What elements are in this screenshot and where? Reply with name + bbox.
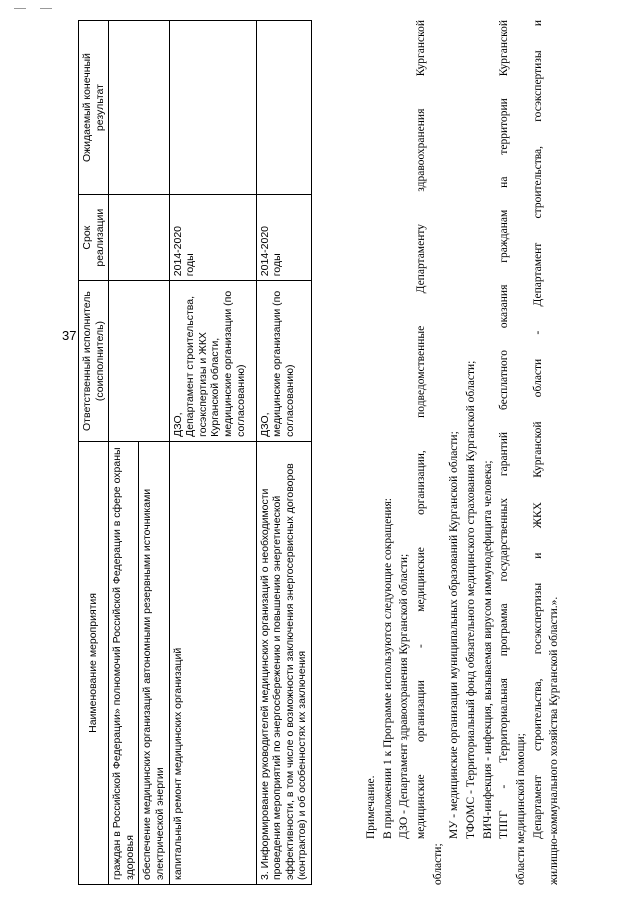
- note-dep-construction: Департамент строительства, госэкспертизы и ЖКХ Курганской области - Департамент строительства, госэкспертизы и: [531, 20, 544, 839]
- table-row: [169, 21, 256, 885]
- cell-term: 2014-2020 годы: [169, 195, 256, 281]
- scan-mark: [14, 8, 26, 9]
- rotated-content: [78, 20, 633, 885]
- cell-result: [169, 21, 256, 195]
- cell-executor: [109, 281, 169, 442]
- cell-result: [109, 21, 169, 195]
- measures-table: [78, 20, 312, 885]
- scan-mark: [40, 8, 52, 9]
- cell-term: [109, 195, 169, 281]
- header-term: Срок реализации: [79, 195, 109, 281]
- notes-intro: В приложении 1 к Программе используются следующие сокращения:: [381, 498, 394, 839]
- table-row: [109, 21, 139, 885]
- header-result: Ожидаемый конечный результат: [79, 21, 109, 195]
- note-tpgg-cont: области медицинской помощи;: [515, 733, 528, 885]
- cell-executor: ДЗО, медицинские организации (по согласованию): [256, 281, 311, 442]
- cell-name: 3. Информирование руководителей медицинских организаций о необходимости проведения мероприятий по энергосбережению и повышению энергетической эффективности, в том числе о возможности заключения энергосервисных договоров (контрактов) и об особенностях их заключения: [256, 441, 311, 884]
- header-name: Наименование мероприятия: [79, 441, 109, 884]
- cell-name: обеспечение медицинских организаций автономными резервными источниками электрической энергии: [139, 441, 169, 884]
- note-mu: МУ - медицинские организации муниципальных образований Курганской области;: [448, 431, 461, 839]
- note-tfoms: ТФОМС - Территориальный фонд обязательного медицинского страхования Курганской области;: [465, 360, 478, 839]
- note-med-orgs-cont: области;: [431, 843, 444, 885]
- header-executor: Ответственный исполнитель (соисполнитель): [79, 281, 109, 442]
- table-row: [256, 21, 311, 885]
- cell-name: граждан в Российской Федерации» полномочий Российской Федерации в сфере охраны здоровья: [109, 441, 139, 884]
- note-dzo: ДЗО - Департамент здравоохранения Курганской области;: [398, 553, 411, 839]
- page-number: 37: [62, 328, 77, 343]
- cell-name: капитальный ремонт медицинских организаций: [169, 441, 256, 884]
- note-tpgg: ТПГГ - Территориальная программа государственных гарантий бесплатного оказания гражданам на территории Курганской: [498, 20, 511, 839]
- table-header-row: [79, 21, 109, 885]
- cell-term: 2014-2020 годы: [256, 195, 311, 281]
- notes-block: [363, 20, 563, 885]
- note-dep-construction-cont: жилищно-коммунального хозяйства Курганской области.».: [548, 596, 561, 885]
- cell-executor: ДЗО, Департамент строительства, госэкспертизы и ЖКХ Курганской области, медицинские организации (по согласованию): [169, 281, 256, 442]
- note-med-orgs: медицинские организации - медицинские организации, подведомственные Департаменту здравоохранения Курганской: [415, 20, 428, 839]
- note-hiv: ВИЧ-инфекция - инфекция, вызываемая вирусом иммунодефицита человека;: [481, 460, 494, 839]
- notes-title: Примечание.: [365, 775, 377, 839]
- cell-result: [256, 21, 311, 195]
